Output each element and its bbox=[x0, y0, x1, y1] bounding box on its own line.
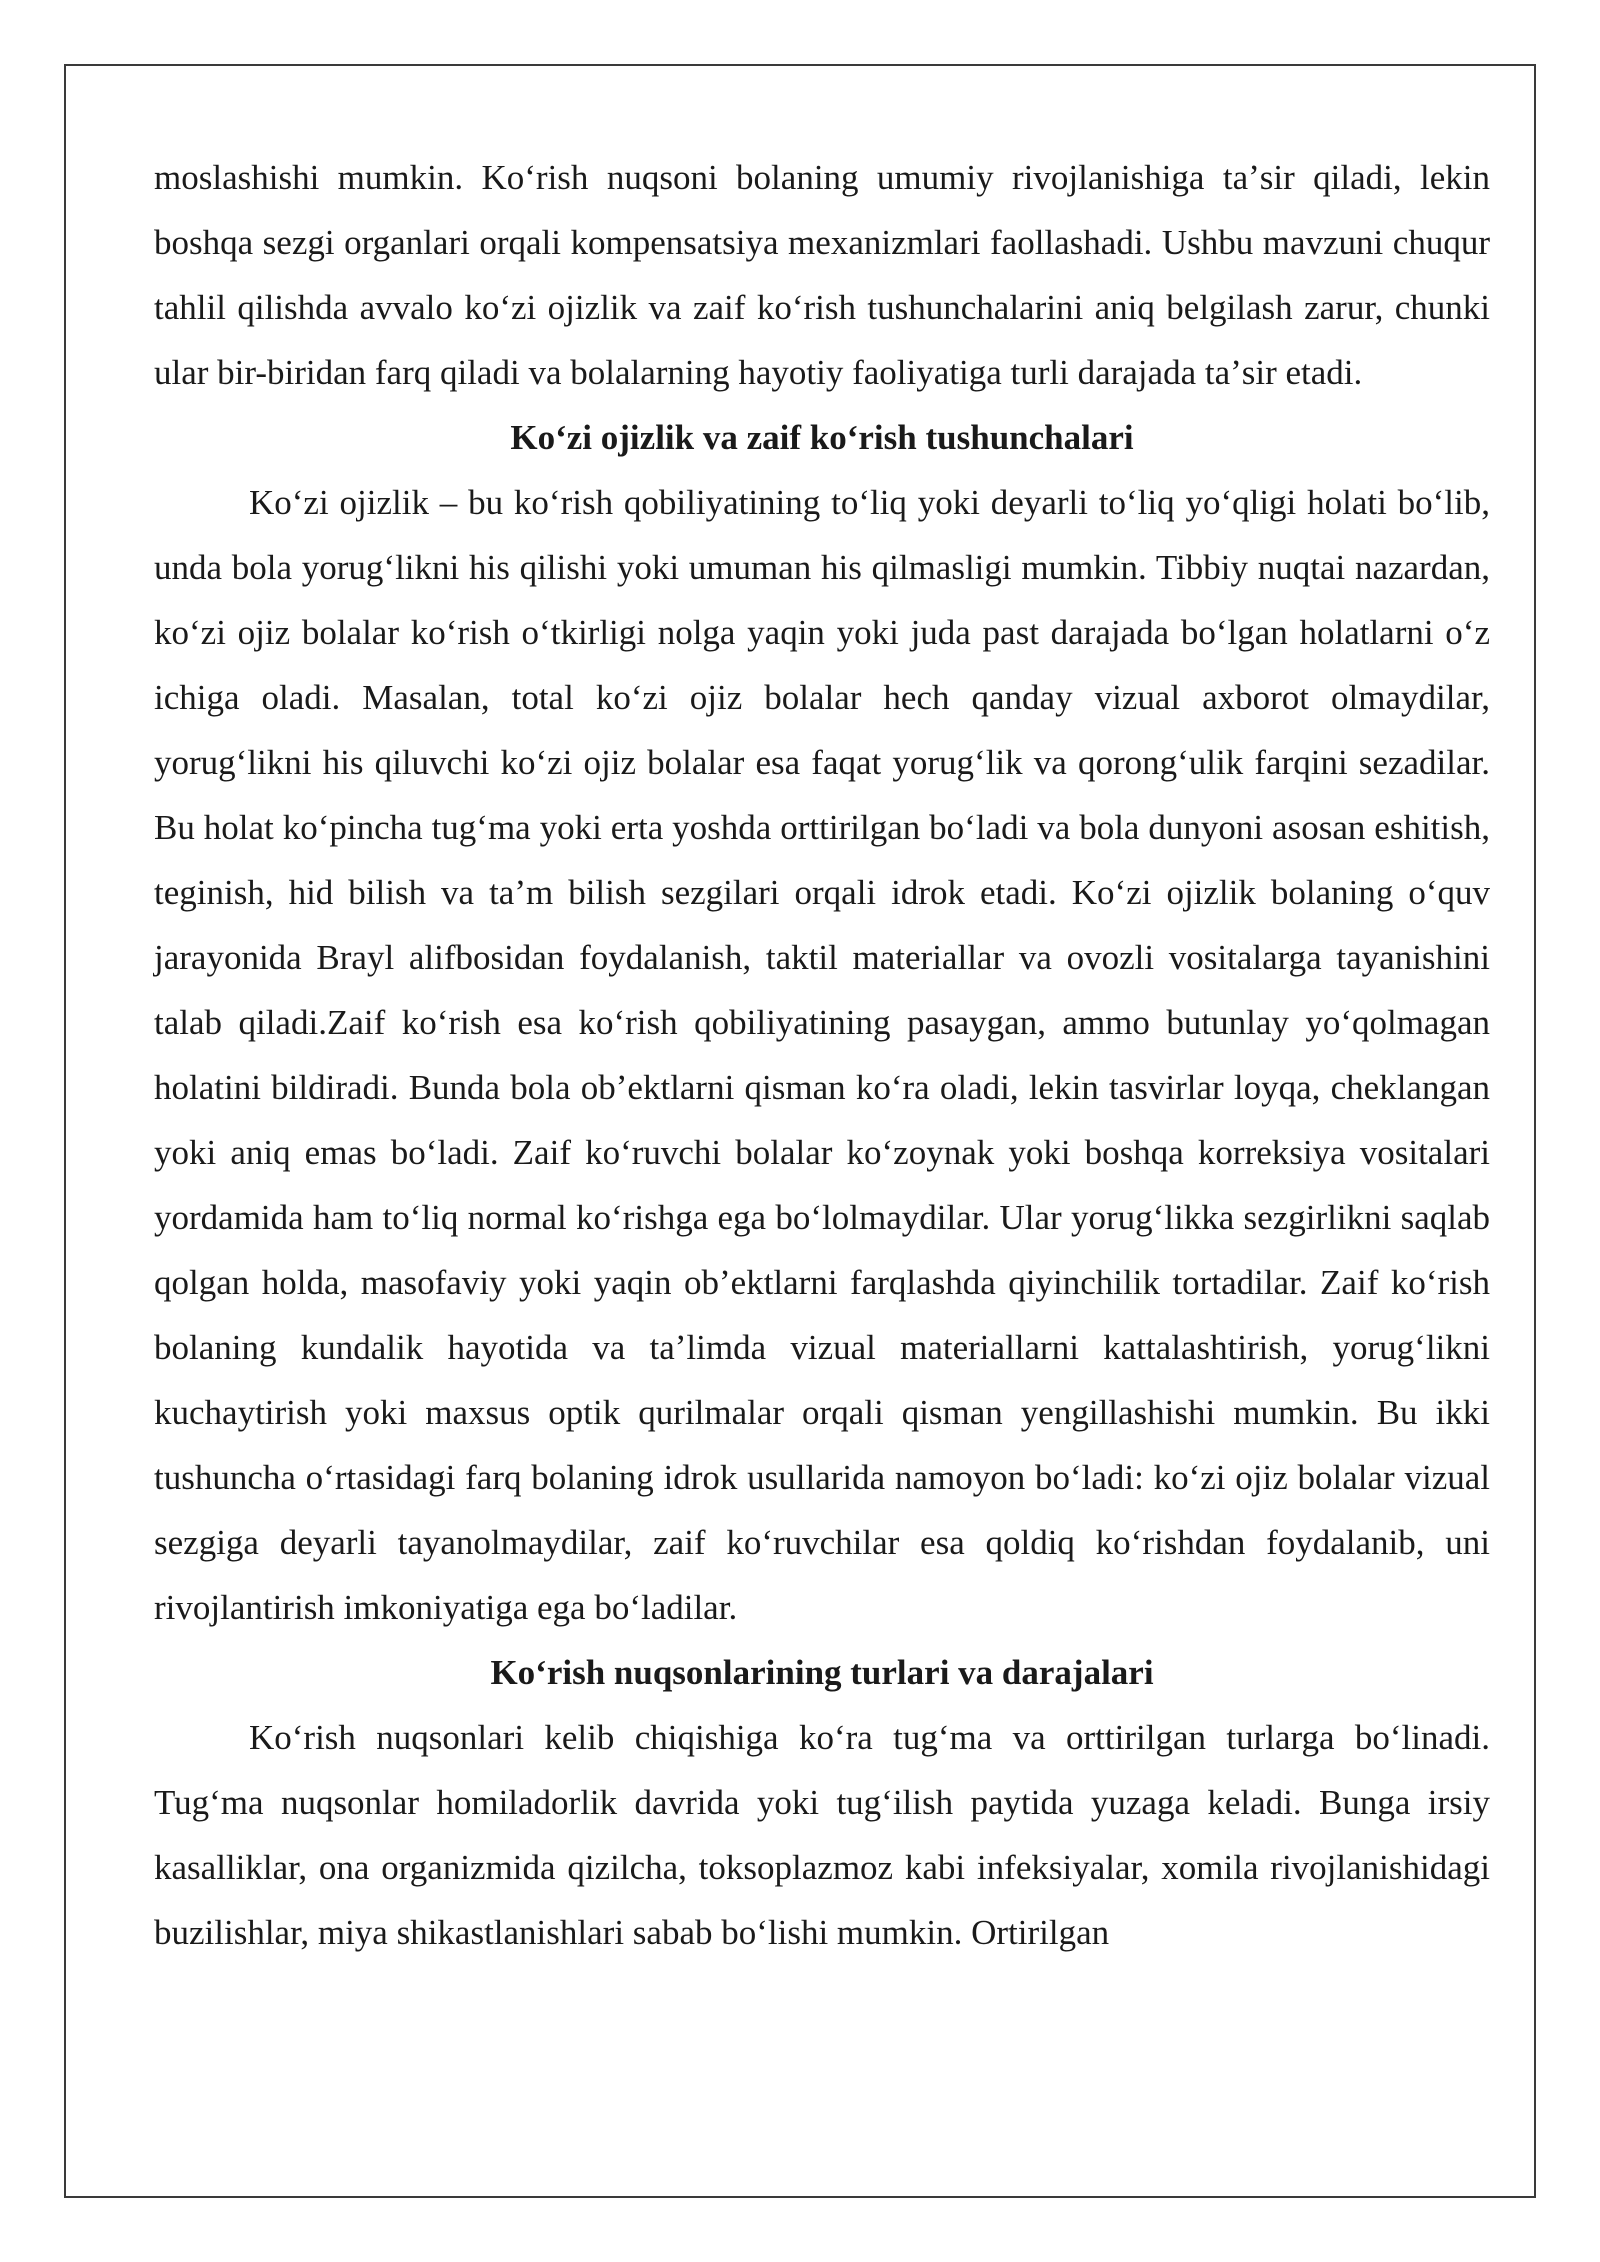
paragraph-blindness-definition: Koʻzi ojizlik – bu koʻrish qobiliyatining toʻliq yoki deyarli toʻliq yoʻqligi holati boʻlib, unda bola yorugʻlikni his qilishi yoki umuman his qilmasligi mumkin. Tibbiy nuqtai nazardan, koʻzi ojiz bolalar koʻrish oʻtkirligi nolga yaqin yoki juda past darajada boʻlgan holatlarni oʻz ichiga oladi. Masalan, total koʻzi ojiz bolalar hech qanday vizual axborot olmaydilar, yorugʻlikni his qiluvchi koʻzi ojiz bolalar esa faqat yorugʻlik va qorongʻulik farqini sezadilar. Bu holat koʻpincha tugʻma yoki erta yoshda orttirilgan boʻladi va bola dunyoni asosan eshitish, teginish, hid bilish va taʼm bilish sezgilari orqali idrok etadi. Koʻzi ojizlik bolaning oʻquv jarayonida Brayl alifbosidan foydalanish, taktil materiallar va ovozli vositalarga tayanishini talab qiladi.Zaif koʻrish esa koʻrish qobiliyatining pasaygan, ammo butunlay yoʻqolmagan holatini bildiradi. Bunda bola obʼektlarni qisman koʻra oladi, lekin tasvirlar loyqa, cheklangan yoki aniq emas boʻladi. Zaif koʻruvchi bolalar koʻzoynak yoki boshqa korreksiya vositalari yordamida ham toʻliq normal koʻrishga ega boʻlolmaydilar. Ular yorugʻlikka sezgirlikni saqlab qolgan holda, masofaviy yoki yaqin obʼektlarni farqlashda qiyinchilik tortadilar. Zaif koʻrish bolaning kundalik hayotida va taʼlimda vizual materiallarni kattalashtirish, yorugʻlikni kuchaytirish yoki maxsus optik qurilmalar orqali qisman yengillashishi mumkin. Bu ikki tushuncha oʻrtasidagi farq bolaning idrok usullarida namoyon boʻladi: koʻzi ojiz bolalar vizual sezgiga deyarli tayanolmaydilar, zaif koʻruvchilar esa qoldiq koʻrishdan foydalanib, uni rivojlantirish imkoniyatiga ega boʻladilar. bbox=[154, 483, 1490, 1627]
section-heading-blindness-concepts: Koʻzi ojizlik va zaif koʻrish tushunchalari bbox=[510, 418, 1134, 457]
document-body bbox=[154, 145, 1490, 1965]
section-heading-impairment-types: Koʻrish nuqsonlarining turlari va darajalari bbox=[490, 1653, 1154, 1692]
paragraph-continuation: moslashishi mumkin. Koʻrish nuqsoni bolaning umumiy rivojlanishiga taʼsir qiladi, lekin boshqa sezgi organlari orqali kompensatsiya mexanizmlari faollashadi. Ushbu mavzuni chuqur tahlil qilishda avvalo koʻzi ojizlik va zaif koʻrish tushunchalarini aniq belgilash zarur, chunki ular bir-biridan farq qiladi va bolalarning hayotiy faoliyatiga turli darajada taʼsir etadi. bbox=[154, 158, 1490, 392]
paragraph-impairment-types: Koʻrish nuqsonlari kelib chiqishiga koʻra tugʻma va orttirilgan turlarga boʻlinadi. Tugʻma nuqsonlar homiladorlik davrida yoki tugʻilish paytida yuzaga keladi. Bunga irsiy kasalliklar, ona organizmida qizilcha, toksoplazmoz kabi infeksiyalar, xomila rivojlanishidagi buzilishlar, miya shikastlanishlari sabab boʻlishi mumkin. Ortirilgan bbox=[154, 1718, 1490, 1952]
